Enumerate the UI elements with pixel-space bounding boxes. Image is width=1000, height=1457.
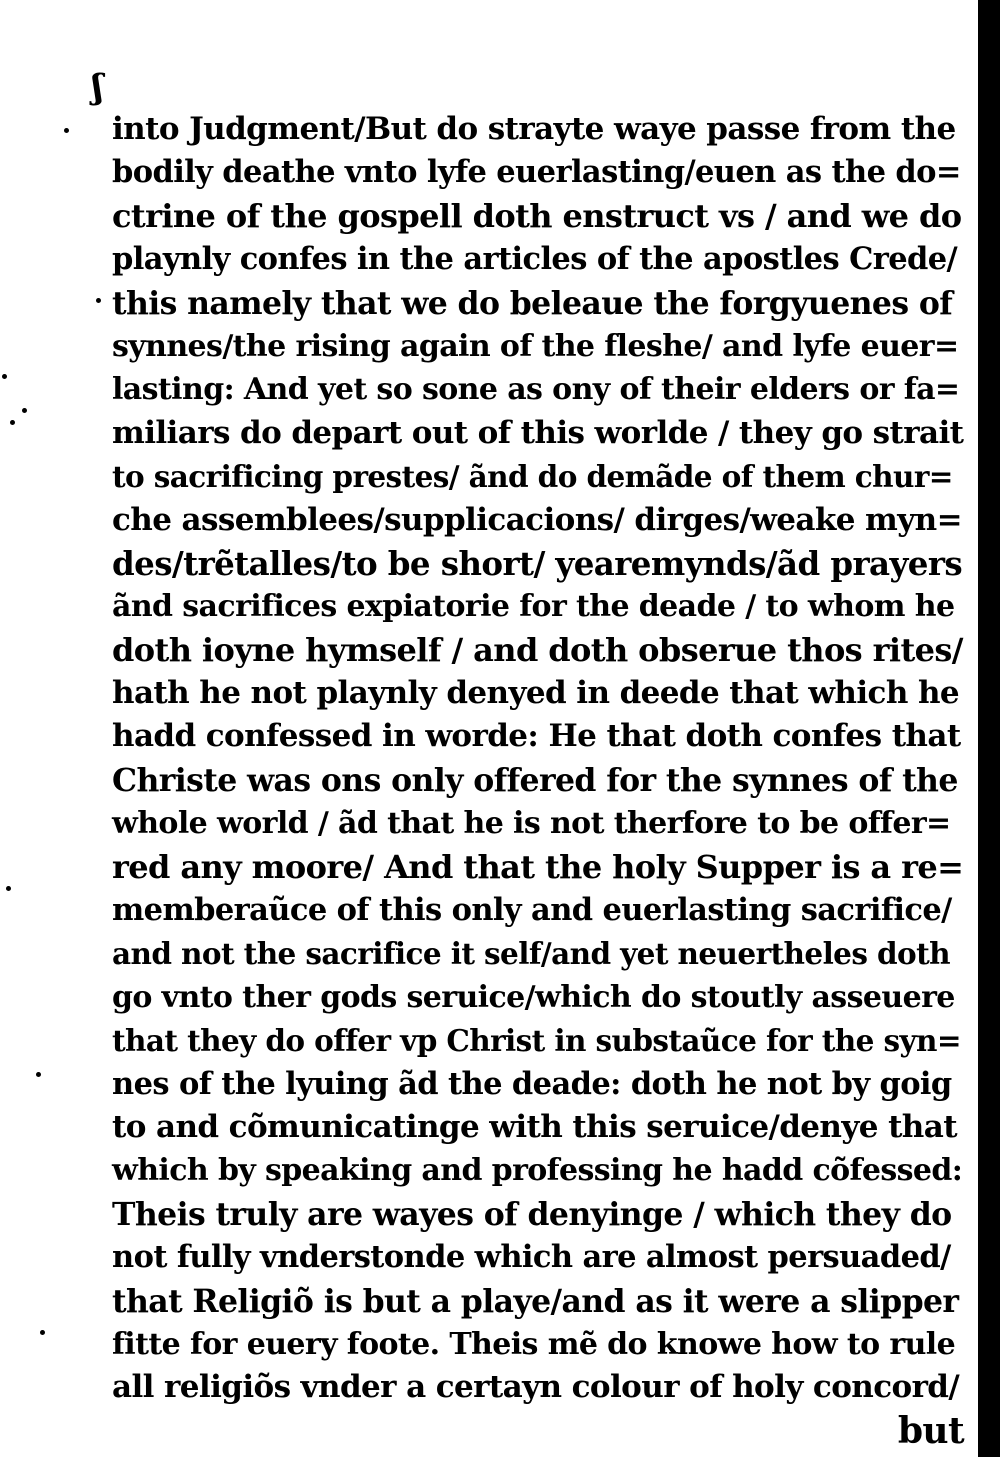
text-line: to sacrificing prestes/ ãnd do demãde of them chur=	[112, 459, 953, 495]
text-line: miliars do depart out of this worlde / they go strait	[112, 414, 964, 451]
margin-dot	[40, 1330, 45, 1335]
text-line: not fully vnderstonde which are almost persuaded/	[112, 1239, 951, 1276]
margin-dot	[10, 420, 15, 425]
text-line: which by speaking and professing he hadd cõfessed:	[112, 1153, 963, 1189]
margin-dot	[64, 128, 69, 133]
text-line: bodily deathe vnto lyfe euerlasting/euen as the do=	[112, 154, 961, 191]
text-line: Christe was ons only offered for the synnes of the	[112, 761, 958, 799]
text-line: ctrine of the gospell doth enstruct vs / and we do	[112, 196, 962, 235]
text-line: des/trẽtalles/to be short/ yearemynds/ãd prayers	[112, 543, 963, 583]
text-line: into Judgment/But do strayte waye passe from the	[112, 111, 956, 147]
margin-dot	[6, 886, 11, 891]
margin-dot	[2, 374, 7, 379]
text-line: synnes/the rising again of the fleshe/ and lyfe euer=	[112, 328, 959, 364]
text-line: this namely that we do beleaue the forgyuenes of	[112, 284, 953, 322]
page-edge-shadow	[978, 0, 1000, 1457]
text-line: that they do offer vp Christ in substaũce for the syn=	[112, 1023, 961, 1059]
text-line: that Religiõ is but a playe/and as it were a slipper	[112, 1282, 959, 1320]
margin-dot	[36, 1072, 41, 1077]
text-line: but	[897, 1409, 964, 1452]
text-line: hadd confessed in worde: He that doth confes that	[112, 718, 961, 755]
text-line: nes of the lyuing ãd the deade: doth he not by goig	[112, 1065, 952, 1102]
text-line: Theis truly are wayes of denyinge / which they do	[112, 1195, 952, 1233]
text-line: che assemblees/supplicacions/ dirges/weake myn=	[112, 501, 962, 538]
text-line: doth ioyne hymself / and doth obserue thos rites/	[112, 630, 963, 669]
text-line: and not the sacrifice it self/and yet neuertheles doth	[112, 936, 950, 972]
text-line: whole world / ãd that he is not therfore to be offer=	[112, 806, 951, 842]
text-line: lasting: And yet so sone as ony of their elders or fa=	[112, 372, 960, 408]
margin-dot	[22, 408, 27, 413]
top-mark: ʃ	[92, 67, 104, 107]
body-text	[112, 108, 964, 1453]
text-line: fitte for euery foote. Theis mẽ do knowe how to rule	[112, 1326, 956, 1362]
margin-dot	[96, 298, 101, 303]
text-line: go vnto ther gods seruice/which do stoutly asseuere	[112, 979, 955, 1015]
text-line: all religiõs vnder a certayn colour of holy concord/	[112, 1369, 960, 1406]
text-line: to and cõmunicatinge with this seruice/denye that	[112, 1108, 957, 1145]
text-line: red any moore/ And that the holy Supper is a re=	[112, 847, 964, 886]
text-line: ãnd sacrifices expiatorie for the deade / to whom he	[112, 589, 955, 625]
text-line: hath he not playnly denyed in deede that which he	[112, 675, 960, 712]
text-line: playnly confes in the articles of the apostles Crede/	[112, 241, 958, 278]
text-line: memberaũce of this only and euerlasting sacrifice/	[112, 892, 952, 929]
